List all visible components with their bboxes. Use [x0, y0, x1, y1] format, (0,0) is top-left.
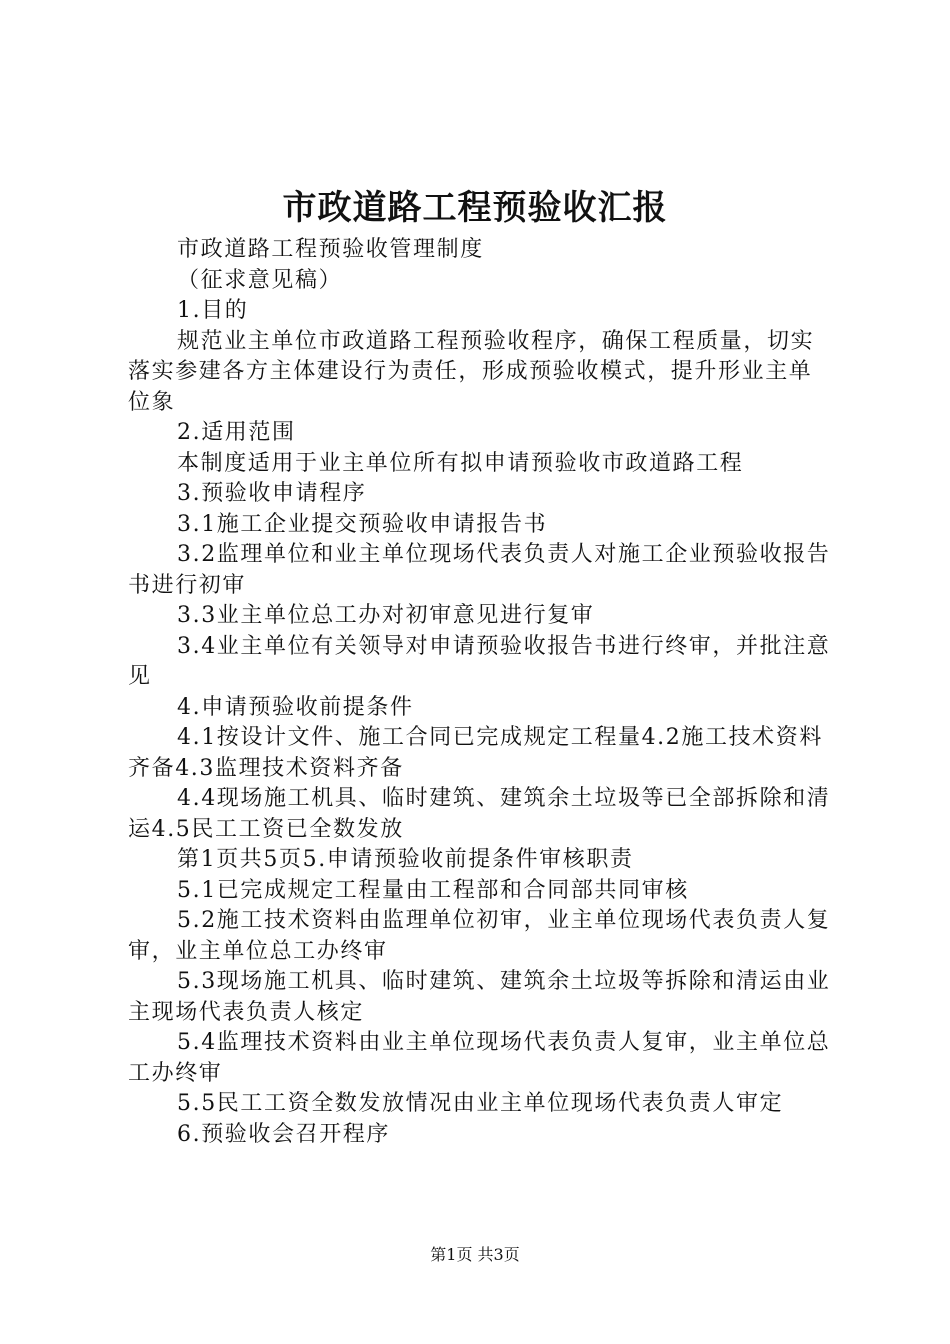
- paragraph-subtitle: 市政道路工程预验收管理制度: [177, 237, 484, 262]
- paragraph-3-1: 3.1施工企业提交预验收申请报告书: [177, 511, 548, 537]
- paragraph-5-1: 5.1已完成规定工程量由工程部和合同部共同审核: [177, 877, 689, 903]
- paragraph-heading-2: 2.适用范围: [177, 420, 296, 445]
- paragraph-heading-3: 3.预验收申请程序: [177, 481, 367, 506]
- paragraph-4-4: 4.4现场施工机具、临时建筑、建筑余土垃圾等已全部拆除和清运4.5民工工资已全数发放: [128, 786, 831, 842]
- paragraph-heading-4: 4.申请预验收前提条件: [177, 694, 414, 720]
- paragraph-3-2: 3.2监理单位和业主单位现场代表负责人对施工企业预验收报告书进行初审: [128, 542, 831, 598]
- paragraph-5-4: 5.4监理技术资料由业主单位现场代表负责人复审，业主单位总工办终审: [128, 1030, 831, 1086]
- document-body: [128, 235, 832, 1150]
- paragraph-heading-6: 6.预验收会召开程序: [177, 1121, 390, 1147]
- paragraph-purpose: 规范业主单位市政道路工程预验收程序，确保工程质量，切实落实参建各方主体建设行为责任，形成预验收模式，提升形业主单位象: [128, 328, 815, 415]
- paragraph-draft-note: （征求意见稿）: [177, 267, 343, 293]
- paragraph-5-3: 5.3现场施工机具、临时建筑、建筑余土垃圾等拆除和清运由业主现场代表负责人核定: [128, 969, 831, 1025]
- paragraph-heading-5: 第1页共5页5.申请预验收前提条件审核职责: [177, 847, 634, 872]
- paragraph-scope: 本制度适用于业主单位所有拟申请预验收市政道路工程: [177, 450, 744, 476]
- paragraph-heading-1: 1.目的: [177, 298, 249, 323]
- page-footer: 第1页 共3页: [430, 1245, 520, 1264]
- paragraph-3-4: 3.4业主单位有关领导对申请预验收报告书进行终审，并批注意见: [128, 633, 831, 689]
- paragraph-3-3: 3.3业主单位总工办对初审意见进行复审: [177, 603, 595, 628]
- paragraph-4-1: 4.1按设计文件、施工合同已完成规定工程量4.2施工技术资料齐备4.3监理技术资料齐备: [128, 725, 823, 781]
- paragraph-5-2: 5.2施工技术资料由监理单位初审，业主单位现场代表负责人复审，业主单位总工办终审: [128, 908, 831, 964]
- document-title: 市政道路工程预验收汇报: [282, 188, 668, 228]
- paragraph-5-5: 5.5民工工资全数发放情况由业主单位现场代表负责人审定: [177, 1091, 784, 1116]
